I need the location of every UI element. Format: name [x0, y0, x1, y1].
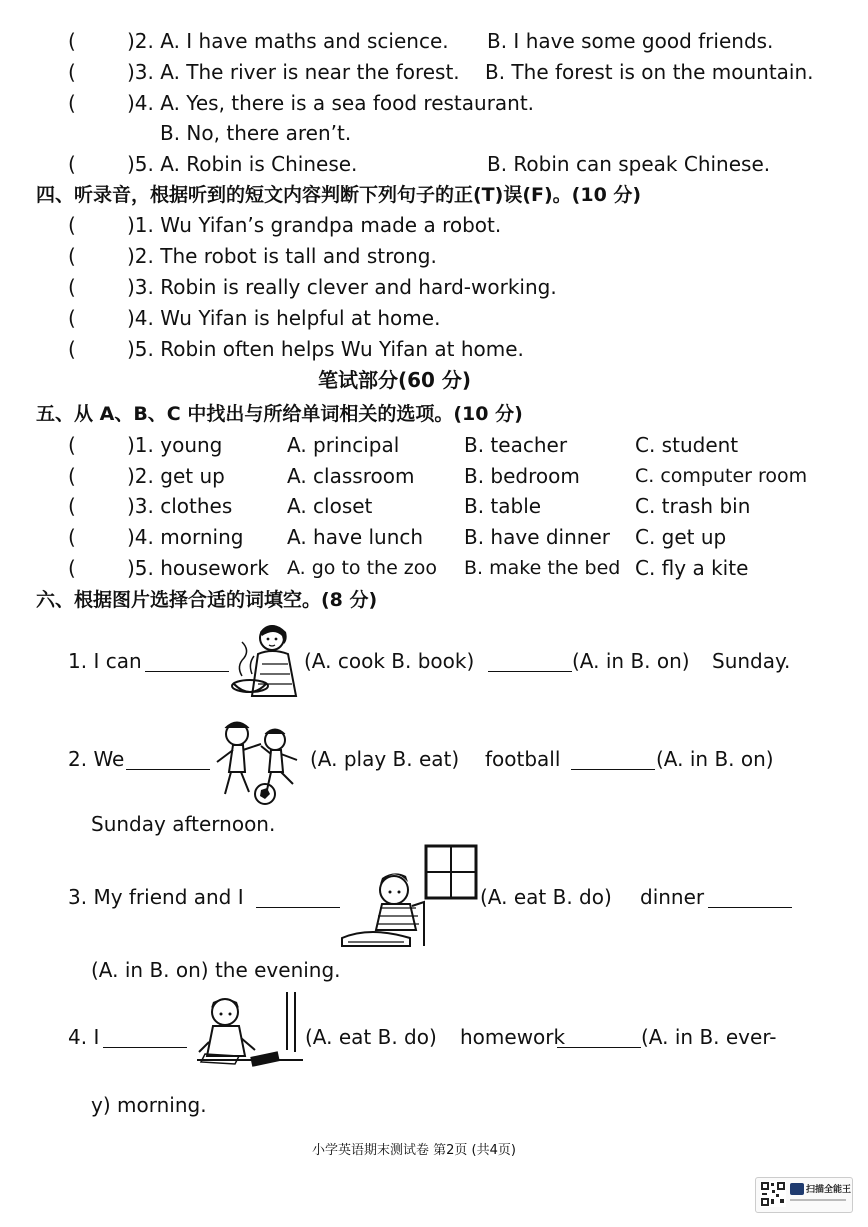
listening-option-b: B. The forest is on the mountain. [485, 60, 814, 84]
option-a: A. have lunch [287, 525, 424, 549]
answer-paren: ( [68, 60, 76, 84]
answer-paren: ( [68, 433, 76, 457]
word-item: )4. morning [127, 525, 244, 549]
fill-question-start: 4. I [68, 1025, 100, 1049]
scanner-app-name: 扫描全能王 [806, 1185, 852, 1195]
option-b: B. have dinner [464, 525, 610, 549]
option-a: A. classroom [287, 464, 415, 488]
option-a: A. go to the zoo [287, 557, 438, 579]
choice-options: (A. eat B. do) [480, 885, 612, 909]
answer-blank[interactable] [126, 749, 210, 770]
answer-blank[interactable] [708, 887, 792, 908]
option-a: A. principal [287, 433, 400, 457]
answer-paren: ( [68, 525, 76, 549]
scanner-app-logo-icon [790, 1183, 804, 1195]
answer-paren: ( [68, 91, 76, 115]
option-c: C. student [635, 433, 739, 457]
section-heading: 五、从 A、B、C 中找出与所给单词相关的选项。(10 分) [36, 403, 523, 425]
word-item: )2. get up [127, 464, 225, 488]
page-footer: 小学英语期末测试卷 第2页 (共4页) [312, 1143, 516, 1158]
answer-paren: ( [68, 556, 76, 580]
fill-question-continuation: y) morning. [91, 1093, 207, 1117]
answer-paren: ( [68, 464, 76, 488]
answer-paren: ( [68, 152, 76, 176]
fill-question-middle: dinner [640, 885, 705, 909]
option-b: B. make the bed [464, 557, 621, 579]
true-false-statement: )4. Wu Yifan is helpful at home. [127, 306, 441, 330]
option-c: C. computer room [635, 465, 808, 487]
word-item: )3. clothes [127, 494, 233, 518]
choice-options: (A. in B. on) [656, 747, 774, 771]
listening-option-b: B. Robin can speak Chinese. [487, 152, 771, 176]
fill-question-start: 2. We [68, 747, 125, 771]
answer-paren: ( [68, 29, 76, 53]
answer-paren: ( [68, 244, 76, 268]
fill-question-start: 1. I can [68, 649, 142, 673]
option-b: B. table [464, 494, 542, 518]
word-item: )1. young [127, 433, 223, 457]
listening-option-b: B. No, there aren’t. [160, 121, 352, 145]
answer-blank[interactable] [488, 651, 572, 672]
written-part-title: 笔试部分(60 分) [318, 368, 472, 392]
choice-options: (A. play B. eat) [310, 747, 460, 771]
boy-doing-homework-picture [195, 990, 305, 1078]
choice-options: (A. in B. ever- [641, 1025, 777, 1049]
option-c: C. get up [635, 525, 727, 549]
fill-question-middle: football [485, 747, 561, 771]
fill-question-middle: homework [460, 1025, 566, 1049]
answer-paren: ( [68, 213, 76, 237]
true-false-statement: )1. Wu Yifan’s grandpa made a robot. [127, 213, 502, 237]
answer-blank[interactable] [571, 749, 655, 770]
word-item: )5. housework [127, 556, 269, 580]
fill-question-start: 3. My friend and I [68, 885, 244, 909]
choice-options: (A. in B. on) [572, 649, 690, 673]
answer-paren: ( [68, 306, 76, 330]
cooking-girl-picture [228, 618, 304, 702]
true-false-statement: )3. Robin is really clever and hard-working. [127, 275, 557, 299]
section-heading: 四、听录音，根据听到的短文内容判断下列句子的正(T)误(F)。(10 分) [36, 184, 642, 206]
choice-options: (A. cook B. book) [304, 649, 475, 673]
answer-paren: ( [68, 337, 76, 361]
option-b: B. bedroom [464, 464, 580, 488]
children-playing-football-picture [209, 714, 311, 806]
answer-blank[interactable] [145, 651, 229, 672]
option-c: C. fly a kite [635, 556, 749, 580]
answer-blank[interactable] [256, 887, 340, 908]
fill-question-continuation: (A. in B. on) the evening. [91, 958, 341, 982]
option-c: C. trash bin [635, 494, 751, 518]
choice-options: (A. eat B. do) [305, 1025, 437, 1049]
option-a: A. closet [287, 494, 373, 518]
option-b: B. teacher [464, 433, 568, 457]
answer-blank[interactable] [103, 1027, 187, 1048]
fill-question-end: Sunday. [712, 649, 791, 673]
scanner-watermark [755, 1177, 853, 1213]
qr-code-icon [760, 1181, 786, 1207]
answer-blank[interactable] [557, 1027, 641, 1048]
stamp-fine-print [790, 1199, 846, 1201]
true-false-statement: )2. The robot is tall and strong. [127, 244, 437, 268]
listening-option-b: B. I have some good friends. [487, 29, 774, 53]
listening-option-a: )4. A. Yes, there is a sea food restaurant. [127, 91, 535, 115]
answer-paren: ( [68, 275, 76, 299]
answer-paren: ( [68, 494, 76, 518]
boy-eating-dinner-picture [340, 842, 480, 950]
listening-option-a: )3. A. The river is near the forest. [127, 60, 460, 84]
listening-option-a: )2. A. I have maths and science. [127, 29, 449, 53]
section-heading: 六、根据图片选择合适的词填空。(8 分) [36, 589, 378, 611]
listening-option-a: )5. A. Robin is Chinese. [127, 152, 358, 176]
true-false-statement: )5. Robin often helps Wu Yifan at home. [127, 337, 524, 361]
fill-question-continuation: Sunday afternoon. [91, 812, 276, 836]
